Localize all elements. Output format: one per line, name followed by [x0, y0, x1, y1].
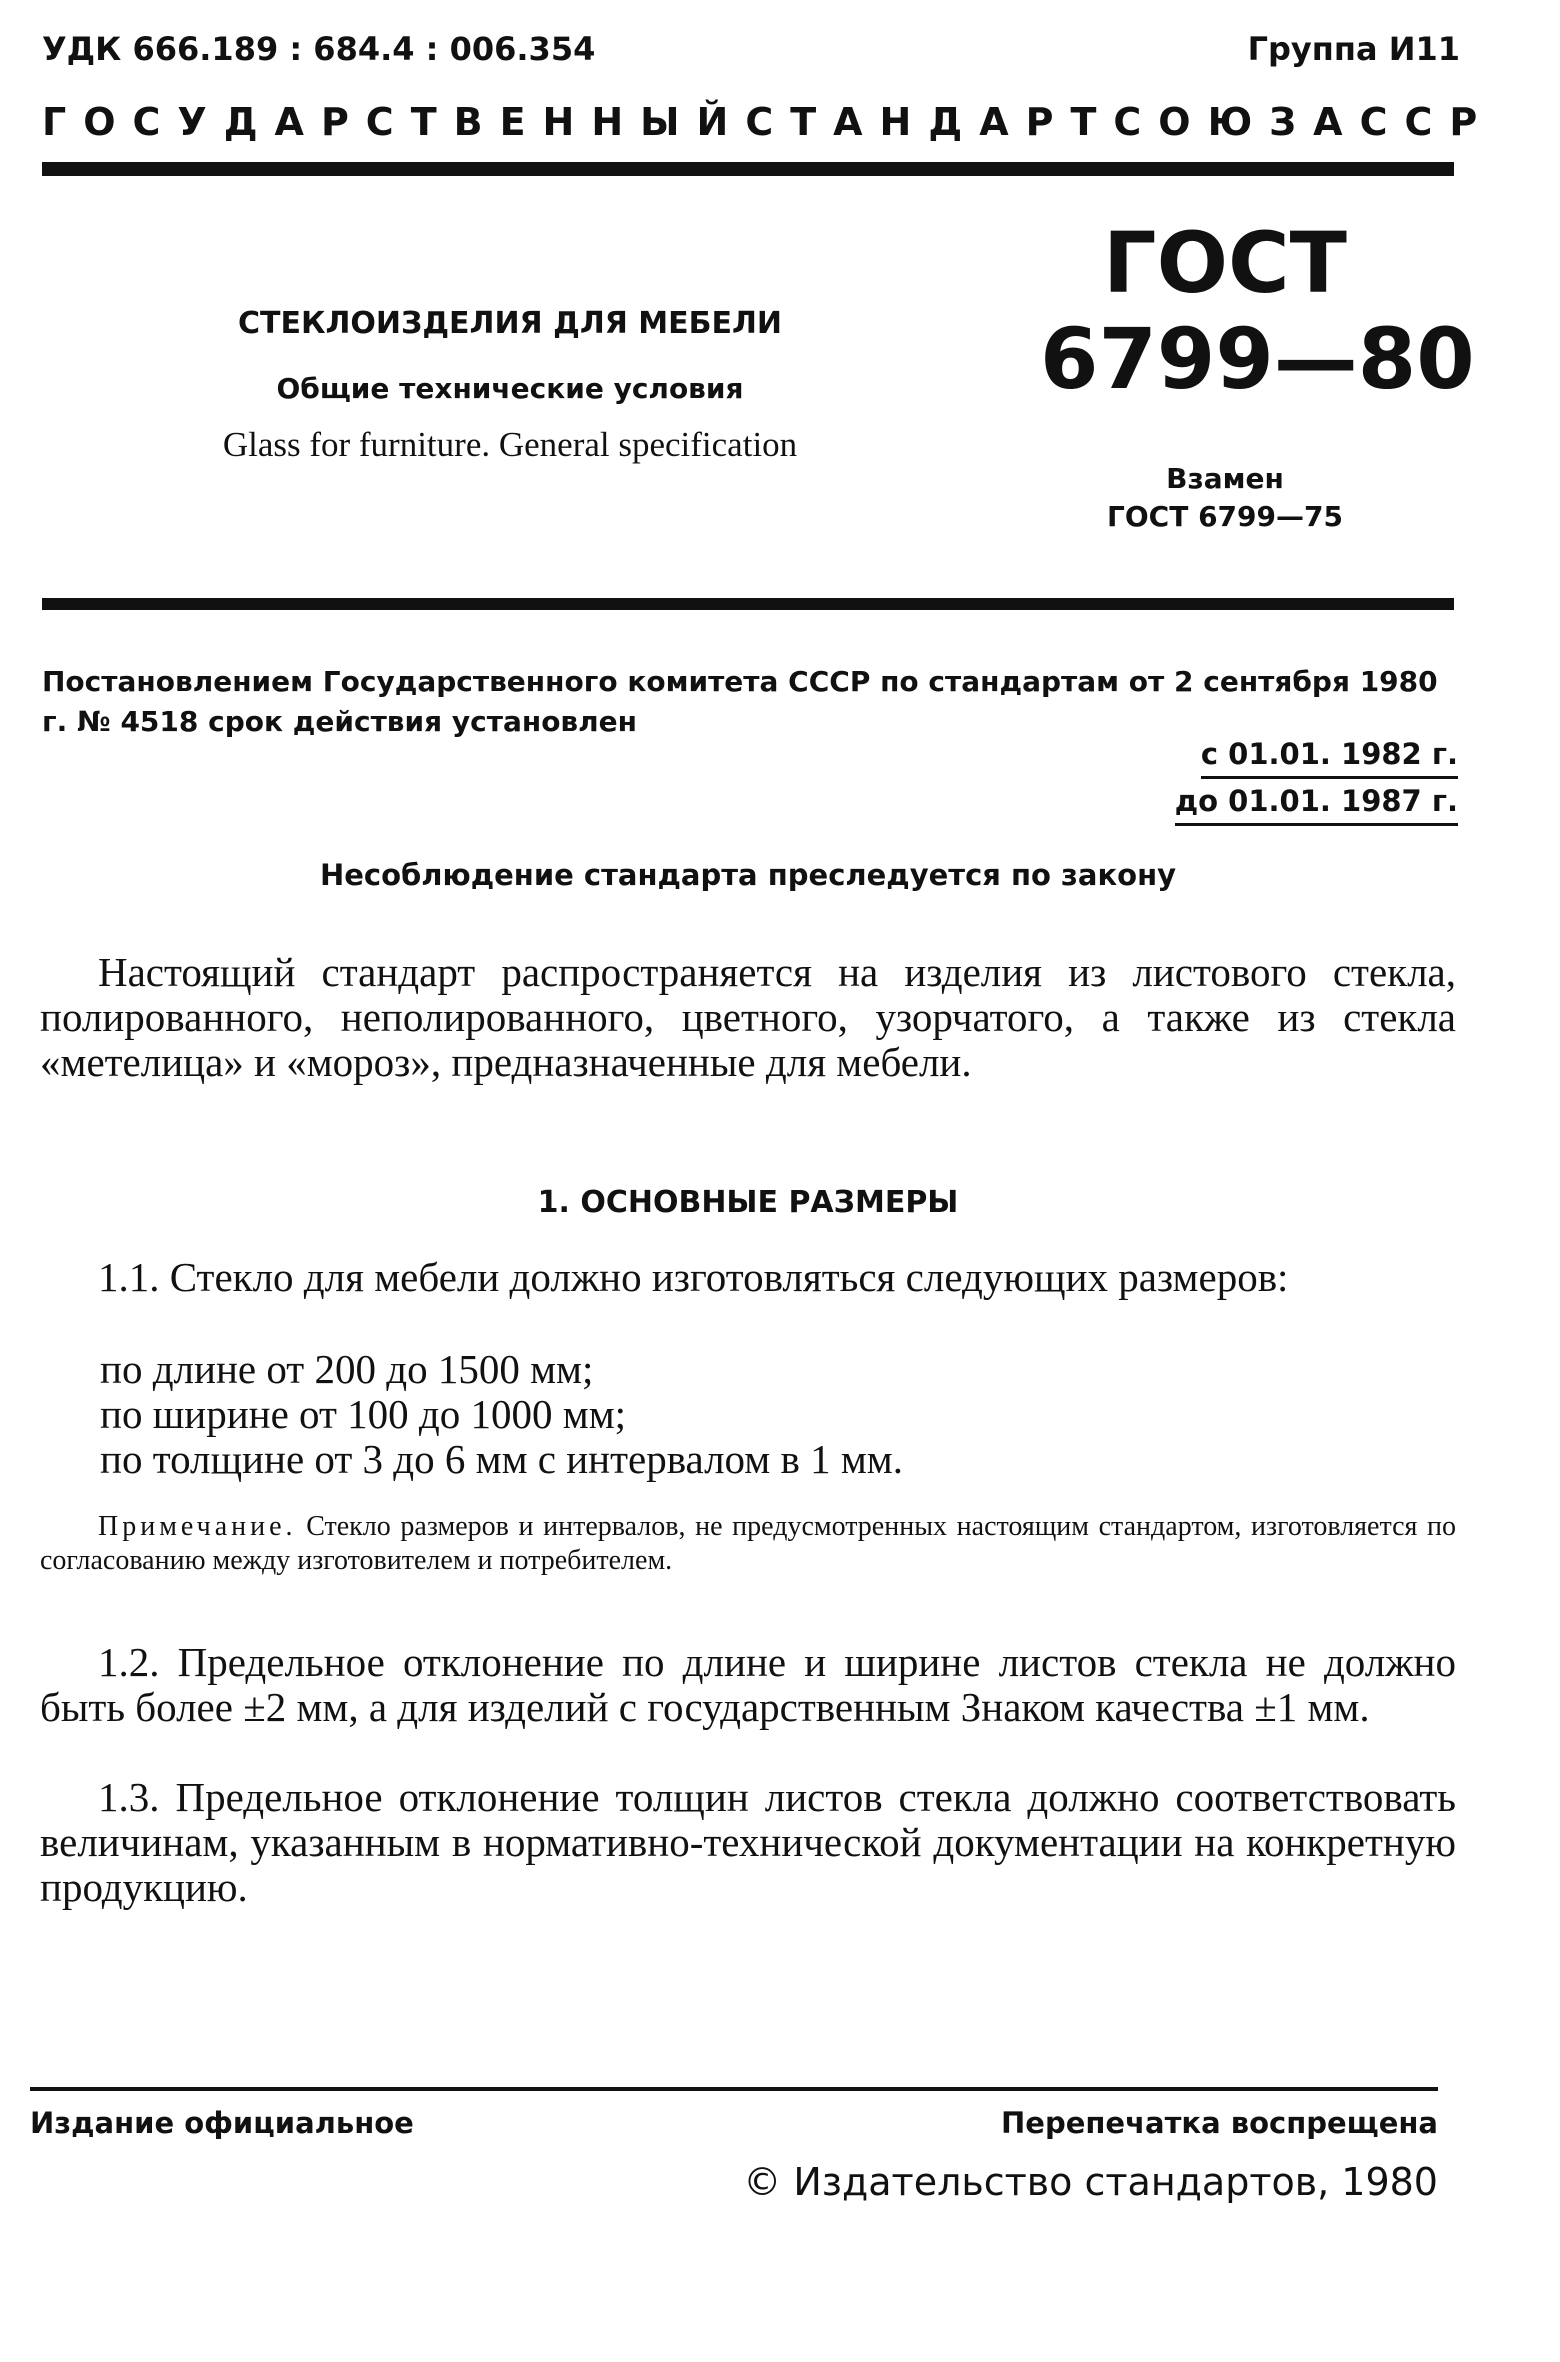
date-to: до 01.01. 1987 г. [1175, 779, 1458, 826]
decree-text: Постановлением Государственного комитета СССР по стандартам от 2 сентября 1980 г. № 4518 срок действия установлен [42, 665, 1438, 738]
clause-1-3: 1.3. Предельное отклонение толщин листов стекла должно соответствовать величинам, указанным в нормативно-технической документации на конкретную продукцию. [40, 1774, 1456, 1910]
standard-title-word: ГОСУДАРСТВЕННЫЙ [42, 100, 746, 144]
replaces-label: Взамен [1166, 462, 1284, 495]
intro-paragraph: Настоящий стандарт распространяется на изделия из листового стекла, полированного, неполированного, цветного, узорчатого, а также из стекла «метелица» и «мороз», предназначенные для мебели. [40, 949, 1456, 1085]
reprint-notice: Перепечатка воспрещена [1001, 2106, 1438, 2140]
replaces-block [1040, 460, 1410, 536]
document-subtitle: Общие технические условия [276, 372, 744, 405]
udk-code: УДК 666.189 : 684.4 : 006.354 [42, 30, 596, 68]
standard-title-word: СТАНДАРТ [745, 100, 1114, 144]
validity-dates [1175, 732, 1458, 826]
gost-designation [1040, 214, 1475, 408]
clause-1-1: 1.1. Стекло для мебели должно изготовляться следующих размеров: [98, 1254, 1289, 1300]
replaces-value: ГОСТ 6799—75 [1107, 500, 1343, 533]
publisher-line: © Издательство стандартов, 1980 [743, 2160, 1438, 2204]
size-item: по ширине от 100 до 1000 мм; [100, 1391, 627, 1437]
size-item: по толщине от 3 до 6 мм с интервалом в 1 мм. [100, 1436, 903, 1482]
section-heading: 1. ОСНОВНЫЕ РАЗМЕРЫ [537, 1185, 959, 1220]
note-text: Стекло размеров и интервалов, не предусмотренных настоящим стандартом, изготовляется по согласованию между изготовителем и потребителем. [40, 1511, 1456, 1576]
middle-rule [42, 598, 1454, 610]
gost-number: 6799—80 [1040, 310, 1475, 408]
footer-rule [30, 2087, 1438, 2091]
english-title: Glass for furniture. General specification [222, 425, 798, 464]
law-notice: Несоблюдение стандарта преследуется по закону [319, 858, 1177, 892]
note-label: Примечание. [98, 1511, 297, 1542]
note [40, 1510, 1456, 1578]
size-item: по длине от 200 до 1500 мм; [100, 1346, 594, 1392]
gost-label: ГОСТ [1103, 214, 1347, 312]
edition-label: Издание официальное [30, 2106, 414, 2140]
document-title: СТЕКЛОИЗДЕЛИЯ ДЛЯ МЕБЕЛИ [237, 306, 783, 341]
standard-title [42, 100, 1495, 144]
date-from: с 01.01. 1982 г. [1201, 732, 1458, 779]
standard-title-word: ССР [1359, 100, 1495, 144]
group-code: Группа И11 [1247, 30, 1460, 68]
standard-title-word: СОЮЗА [1113, 100, 1360, 144]
top-rule [42, 162, 1454, 176]
clause-1-2: 1.2. Предельное отклонение по длине и ширине листов стекла не должно быть более ±2 мм, а для изделий с государственным Знаком качества ±1 мм. [40, 1639, 1456, 1730]
